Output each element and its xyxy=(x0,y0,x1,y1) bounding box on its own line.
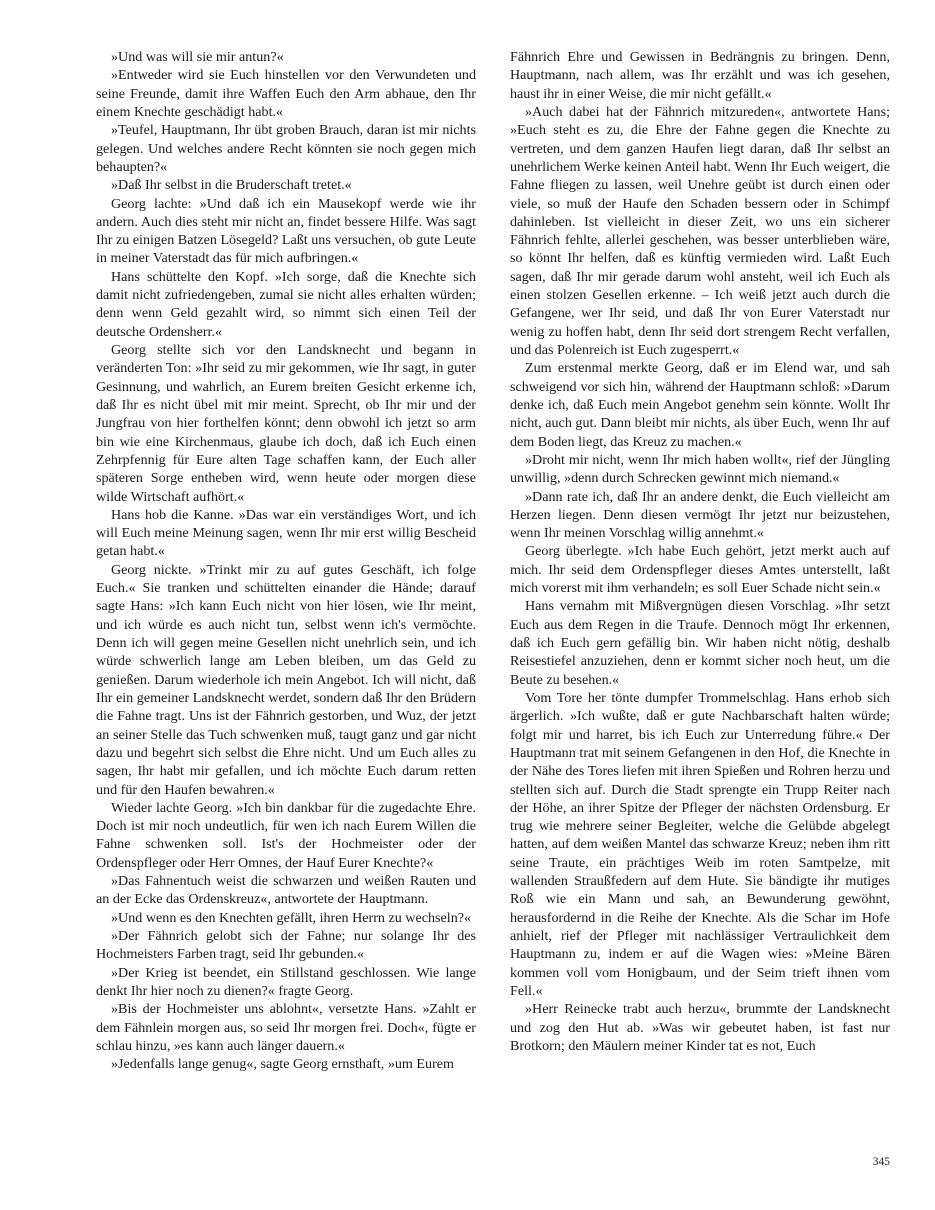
paragraph: Georg nickte. »Trinkt mir zu auf gutes Geschäft, ich folge Euch.« Sie tranken und schüttelten einander die Hände; darauf sagte Hans: »Ich kann Euch nicht von hier lösen, wie Ihr meint, und ich würde es auch nicht tun, selbst wenn ich's vermöchte. Denn ich will gegen meine Gesellen nicht unehrlich sein, und ich würde schwerlich lange am Leben bleiben, um das Geld zu genießen. Darum wiederhole ich mein Angebot. Ich will nicht, daß Ihr ein gemeiner Landsknecht werdet, sondern daß Ihr den Brüdern die Fahne tragt. Uns ist der Fähnrich gestorben, und Wuz, der jetzt an seiner Stelle das Tuch schwenken muß, taugt ganz und gar nicht dazu und begehrt sich selbst die Ehre nicht. Und um Euch alles zu sagen, Ihr habt mir gefallen, und ich möchte Euch darum retten und für den Haufen bewahren.« xyxy=(96,561,476,798)
paragraph: »Der Krieg ist beendet, ein Stillstand geschlossen. Wie lange denkt Ihr hier noch zu dienen?« fragte Georg. xyxy=(96,964,476,999)
left-column xyxy=(96,48,476,1074)
page-number: 345 xyxy=(872,1156,890,1168)
paragraph: »Jedenfalls lange genug«, sagte Georg ernsthaft, »um Eurem xyxy=(111,1056,454,1073)
paragraph: »Auch dabei hat der Fähnrich mitzureden«, antwortete Hans; »Euch steht es zu, die Ehre der Fahne gegen die Knechte zu vertreten, und dem ganzen Haufen liegt daran, daß Ihr selbst an unehrlichem Werke keinen Anteil habt. Wenn Ihr Euch weigert, die Fahne fliegen zu lassen, weil Unehre geübt ist durch einen oder viele, so muß der Haufe den Schaden bessern oder in Schimpf dahinleben. Ist vielleicht in dieser Zeit, wo uns ein sicherer Fähnrich fehlte, allerlei geschehen, was besser unterblieben wäre, so könnt Ihr helfen, daß es künftig vermieden wird. Laßt Euch sagen, daß Ihr mir gerade darum wohl ansteht, weil ich Euch als einen stolzen Gesellen erkenne. – Ich weiß jetzt auch durch die Gefangene, wer Ihr seid, und daß Ihr von Eurer Vaterstadt nur wenig zu hoffen habt, denn Ihr seid dort strengem Recht verfallen, und das Polenreich ist Euch zugesperrt.« xyxy=(510,103,890,358)
paragraph: Vom Tore her tönte dumpfer Trommelschlag. Hans erhob sich ärgerlich. »Ich wußte, daß er gute Nachbarschaft halten würde; folgt mir und harret, bis ich Euch zur Unterredung führe.« Der Hauptmann trat mit seinem Gefangenen in den Hof, die Knechte in der Nähe des Tores liefen mit ihren Spießen und Rohren herzu und stellten sich auf. Durch die Stadt sprengte ein Trupp Reiter nach der Höhe, an ihrer Spitze der Pfleger der nächsten Ordensburg. Er trug wie mehrere seiner Begleiter, welche die Gelübde abgelegt hatten, auf dem weißen Mantel das schwarze Kreuz; neben ihm ritt seine Traute, ein prächtiges Weib im roten Samtpelze, mit wallenden Straußfedern auf dem Hute. Sie bändigte ihr mutiges Roß wie ein Mann und sah, an Bewunderung gewöhnt, herausfordernd in die Reihe der Knechte. Als die Schar im Hofe anhielt, rief der Pfleger mit nachlässiger Vertraulichkeit dem Hauptmann zu, indem er auf die Wagen wies: »Meine Bären kommen voll vom Honigbaum, und der Seim trieft ihnen vom Fell.« xyxy=(510,689,890,999)
paragraph: »Dann rate ich, daß Ihr an andere denkt, die Euch vielleicht am Herzen liegen. Denn diesen vermögt Ihr jetzt nur beizustehen, wenn Ihr meinen Vorschlag willig annehmt.« xyxy=(510,488,890,542)
paragraph: Georg stellte sich vor den Landsknecht und begann in veränderten Ton: »Ihr seid zu mir gekommen, wie Ihr sagt, in guter Gesinnung, und wahrlich, an Eurem breiten Gesicht erkenne ich, daß Ihr es nicht übel mit mir meint. Sprecht, ob Ihr mir und der Jungfrau von hier forthelfen könnt; denn obwohl ich jetzt so arm bin wie eine Kirchenmaus, glaube ich doch, daß ich Euch einen Zehrpfennig für Eure alten Tage schaffen kann, der Euch aller späteren Sorge entheben wird, wenn heute oder morgen diese wilde Wirtschaft aufhört.« xyxy=(96,342,476,505)
paragraph: Hans vernahm mit Mißvergnügen diesen Vorschlag. »Ihr setzt Euch aus dem Regen in die Traufe. Dennoch mögt Ihr erkennen, daß ich Euch gern gefällig bin. Wir haben nicht nötig, deshalb Reisestiefel anzuziehen, denn er kommt sicher noch heut, um die Beute zu besehen.« xyxy=(510,598,890,688)
paragraph: »Droht mir nicht, wenn Ihr mich haben wollt«, rief der Jüngling unwillig, »denn durch Schrecken gewinnt mich niemand.« xyxy=(510,451,890,487)
paragraph: »Bis der Hochmeister uns ablohnt«, versetzte Hans. »Zahlt er dem Fähnlein morgen aus, so seid Ihr morgen frei. Doch«, fügte er schlau hinzu, »es kann auch länger dauern.« xyxy=(96,1001,476,1054)
paragraph: Hans hob die Kanne. »Das war ein verständiges Wort, und ich will Euch meine Meinung sagen, wenn Ihr mir erst willig Bescheid getan habt.« xyxy=(96,506,476,560)
paragraph: »Herr Reinecke trabt auch herzu«, brummte der Landsknecht und zog den Hut ab. »Was wir gebeutet haben, ist fast nur Brotkorn; den Mäulern meiner Kinder tat es not, Euch xyxy=(510,1001,890,1054)
paragraph: Hans schüttelte den Kopf. »Ich sorge, daß die Knechte sich damit nicht zufriedengeben, zumal sie nicht alles erhalten würden; denn wenn Geld gezahlt wird, so nimmt sich einen Teil der deutsche Ordensherr.« xyxy=(96,268,476,340)
right-column xyxy=(510,48,890,1055)
paragraph: »Daß Ihr selbst in die Bruderschaft tretet.« xyxy=(111,177,352,194)
paragraph: Wieder lachte Georg. »Ich bin dankbar für die zugedachte Ehre. Doch ist mir noch undeutlich, für wen ich nach Eurem Willen die Fahne schwenken soll. Ist's der Hochmeister oder der Ordenspfleger oder Herr Omnes, der Hauf Eurer Knechte?« xyxy=(96,799,476,871)
paragraph: Georg überlegte. »Ich habe Euch gehört, jetzt merkt auch auf mich. Ihr seid dem Ordenspfleger dieses Amtes unterstellt, laßt mich vorerst mit ihm verhandeln; es soll Euer Schade nicht sein.« xyxy=(510,543,890,597)
paragraph: »Der Fähnrich gelobt sich der Fahne; nur solange Ihr des Hochmeisters Farben tragt, seid Ihr gebunden.« xyxy=(96,928,476,963)
paragraph: »Teufel, Hauptmann, Ihr übt groben Brauch, daran ist mir nichts gelegen. Und welches andere Recht könnten sie noch gegen mich behaupten?« xyxy=(96,122,476,175)
paragraph: »Das Fahnentuch weist die schwarzen und weißen Rauten und an der Ecke das Ordenskreuz«, antwortete der Hauptmann. xyxy=(96,873,476,908)
paragraph: »Entweder wird sie Euch hinstellen vor den Verwundeten und seine Freunde, damit ihre Waffen Euch den Arm abhaue, den Ihr einem Knechte geschädigt habt.« xyxy=(96,67,476,120)
paragraph-continuation: Fähnrich Ehre und Gewissen in Bedrängnis zu bringen. Denn, Hauptmann, nach allem, was Ihr erzählt und was ich gesehen, haust ihr in einer Weise, die mir nicht gefällt.« xyxy=(510,49,890,102)
paragraph: Zum erstenmal merkte Georg, daß er im Elend war, und sah schweigend vor sich hin, während der Hauptmann schloß: »Darum denke ich, daß Euch mein Angebot genehm sein könnte. Wollt Ihr nicht, auch gut. Dann bleibt mir nichts, als über Euch, wenn Ihr auf dem Boden liegt, das Kreuz zu machen.« xyxy=(510,360,890,450)
paragraph: »Und wenn es den Knechten gefällt, ihren Herrn zu wechseln?« xyxy=(111,909,472,926)
paragraph: »Und was will sie mir antun?« xyxy=(111,49,284,65)
paragraph: Georg lachte: »Und daß ich ein Mausekopf werde wie ihr andern. Auch dies steht mir nicht an, findet bessere Hilfe. Was sagt Ihr zu einigen Batzen Lösegeld? Laßt uns versuchen, ob gute Leute in meiner Vaterstadt das für mich aufbringen.« xyxy=(96,195,477,267)
